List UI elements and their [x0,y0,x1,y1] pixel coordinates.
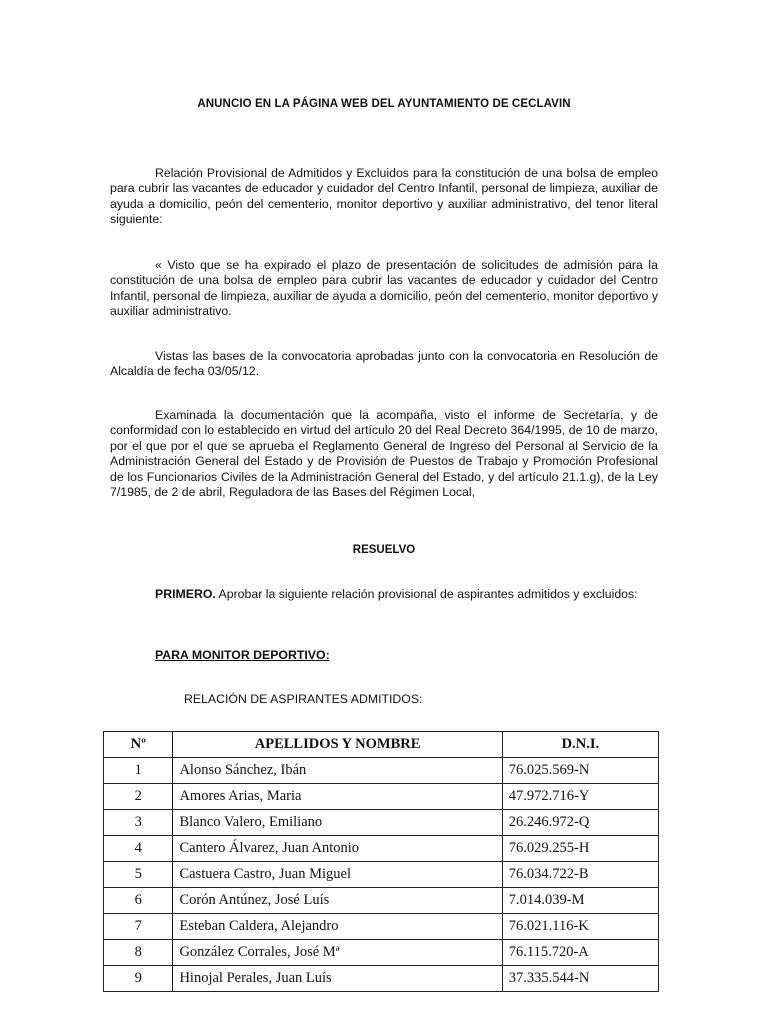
row-dni: 26.246.972-Q [502,810,658,836]
primero-label: PRIMERO. [155,587,216,601]
row-name: Blanco Valero, Emiliano [173,810,502,836]
row-name: Hinojal Perales, Juan Luís [173,966,502,992]
admitted-heading: RELACIÓN DE ASPIRANTES ADMITIDOS: [184,692,423,706]
row-number: 7 [104,914,173,940]
row-number: 8 [104,940,173,966]
table-row [104,784,659,810]
row-number: 3 [104,810,173,836]
row-dni: 76.115.720-A [502,940,658,966]
admitted-table [103,731,659,992]
row-number: 2 [104,784,173,810]
row-name: González Corrales, José Mª [173,940,502,966]
row-number: 5 [104,862,173,888]
vistas-paragraph: Vistas las bases de la convocatoria aprobadas junto con la convocatoria en Resolución de Alcaldía de fecha 03/05/12. [110,349,658,379]
row-name: Esteban Caldera, Alejandro [173,914,502,940]
resuelvo-heading: RESUELVO [352,544,416,556]
row-dni: 76.025.569-N [502,758,658,784]
table-row [104,888,659,914]
table-row [104,966,659,992]
row-name: Corón Antúnez, José Luís [173,888,502,914]
row-name: Cantero Álvarez, Juan Antonio [173,836,502,862]
visto-paragraph: « Visto que se ha expirado el plazo de presentación de solicitudes de admisión para la constitución de una bolsa de empleo para cubrir las vacantes de educador y cuidador del Centro Infantil, personal de limpieza, auxiliar de ayuda a domicilio, peón del cementerio, monitor deportivo y auxiliar administrativo. [110,258,658,319]
row-dni: 76.021.116-K [502,914,658,940]
table-row [104,940,659,966]
table-row [104,810,659,836]
header-name: APELLIDOS Y NOMBRE [173,732,502,758]
row-name: Castuera Castro, Juan Miguel [173,862,502,888]
row-number: 4 [104,836,173,862]
primero-text: Aprobar la siguiente relación provisional de aspirantes admitidos y excluidos: [215,587,638,601]
document-title: ANUNCIO EN LA PÁGINA WEB DEL AYUNTAMIENTO DE CECLAVIN [197,98,571,110]
row-name: Amores Arias, Maria [173,784,502,810]
section-heading: PARA MONITOR DEPORTIVO: [155,648,330,662]
examinada-paragraph: Examinada la documentación que la acompaña, visto el informe de Secretaría, y de conformidad con lo establecido en virtud del artículo 20 del Real Decreto 364/1995, de 10 de marzo, por el que por el que se aprueba el Reglamento General de Ingreso del Personal al Servicio de la Administración General del Estado y de Provisión de Puestos de Trabajo y Promoción Profesional de los Funcionarios Civiles de la Administración General del Estado, y del artículo 21.1.g), de la Ley 7/1985, de 2 de abril, Reguladora de las Bases del Régimen Local, [110,408,658,500]
table-row [104,758,659,784]
table-row [104,836,659,862]
row-dni: 76.034.722-B [502,862,658,888]
row-dni: 7.014.039-M [502,888,658,914]
header-number: Nº [104,732,173,758]
row-number: 1 [104,758,173,784]
table-row [104,862,659,888]
row-number: 9 [104,966,173,992]
intro-paragraph: Relación Provisional de Admitidos y Excluidos para la constitución de una bolsa de empleo para cubrir las vacantes de educador y cuidador del Centro Infantil, personal de limpieza, auxiliar de ayuda a domicilio, peón del cementerio, monitor deportivo y auxiliar administrativo, del tenor literal siguiente: [110,166,658,227]
row-dni: 37.335.544-N [502,966,658,992]
primero-paragraph [110,587,658,602]
table-row [104,914,659,940]
row-number: 6 [104,888,173,914]
row-dni: 47.972.716-Y [502,784,658,810]
row-dni: 76.029.255-H [502,836,658,862]
row-name: Alonso Sánchez, Ibán [173,758,502,784]
table-header-row [104,732,659,758]
header-dni: D.N.I. [502,732,658,758]
